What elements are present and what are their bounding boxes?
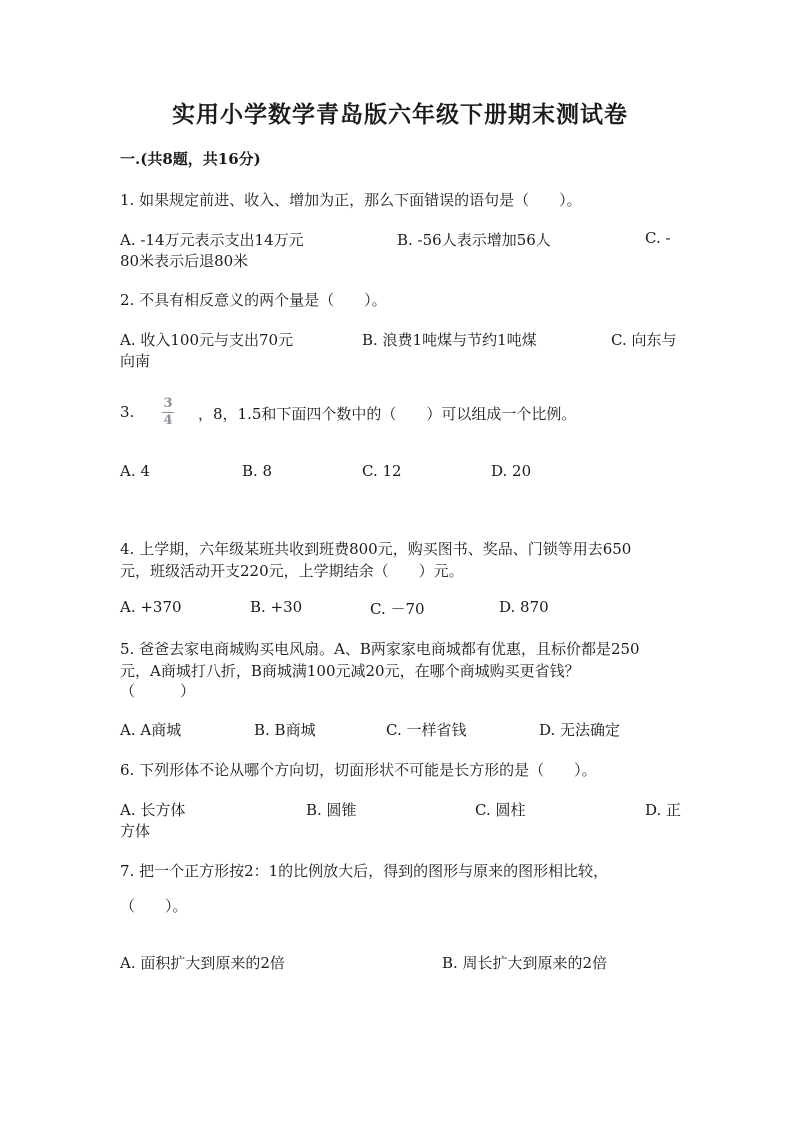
question-3-option-c: C. 12 bbox=[362, 462, 402, 480]
question-4-option-a: A. +370 bbox=[120, 598, 182, 616]
question-5-option-b: B. B商城 bbox=[254, 721, 316, 739]
question-4-option-b: B. +30 bbox=[250, 598, 303, 616]
question-1-option-c-continued: 80米表示后退80米 bbox=[120, 252, 249, 270]
question-4-stem-line-1: 4. 上学期，六年级某班共收到班费800元，购买图书、奖品、门锁等用去650 bbox=[120, 540, 632, 558]
question-1-option-c: C. - bbox=[645, 229, 671, 247]
question-6-option-c: C. 圆柱 bbox=[475, 801, 526, 819]
question-2-option-c-continued: 向南 bbox=[120, 352, 151, 370]
fraction-three-quarters bbox=[160, 397, 176, 428]
question-2-option-c: C. 向东与 bbox=[611, 331, 677, 349]
page-title: 实用小学数学青岛版六年级下册期末测试卷 bbox=[172, 101, 628, 128]
question-4-option-d: D. 870 bbox=[499, 598, 549, 616]
question-7-stem-line-2: （ ）。 bbox=[120, 897, 188, 915]
question-2-stem: 2. 不具有相反意义的两个量是（ ）。 bbox=[120, 291, 387, 309]
question-3-stem: ，8，1.5和下面四个数中的（ ）可以组成一个比例。 bbox=[198, 405, 577, 423]
question-2-option-b: B. 浪费1吨煤与节约1吨煤 bbox=[362, 331, 537, 349]
question-5-option-d: D. 无法确定 bbox=[539, 721, 621, 739]
question-4-stem-line-2: 元，班级活动开支220元，上学期结余（ ）元。 bbox=[120, 562, 464, 580]
question-2-option-a: A. 收入100元与支出70元 bbox=[120, 331, 294, 349]
question-1-option-a: A. -14万元表示支出14万元 bbox=[120, 231, 304, 249]
question-5-option-a: A. A商城 bbox=[120, 721, 182, 739]
question-6-option-a: A. 长方体 bbox=[120, 801, 186, 819]
question-6-stem: 6. 下列形体不论从哪个方向切，切面形状不可能是长方形的是（ ）。 bbox=[120, 761, 597, 779]
question-6-option-b: B. 圆锥 bbox=[306, 801, 357, 819]
fraction-numerator: 3 bbox=[163, 396, 173, 411]
question-6-option-d-continued: 方体 bbox=[120, 822, 151, 840]
question-3-number: 3. bbox=[120, 403, 135, 421]
question-7-option-b: B. 周长扩大到原来的2倍 bbox=[442, 954, 608, 972]
question-5-stem-line-1: 5. 爸爸去家电商城购买电风扇。A、B两家家电商城都有优惠，且标价都是250 bbox=[120, 640, 640, 658]
question-6-option-d: D. 正 bbox=[645, 801, 682, 819]
question-3-option-a: A. 4 bbox=[120, 462, 150, 480]
fraction-denominator: 4 bbox=[163, 413, 173, 428]
question-5-option-c: C. 一样省钱 bbox=[386, 721, 467, 739]
question-5-stem-line-2: 元，A商城打八折，B商城满100元减20元，在哪个商城购买更省钱？ bbox=[120, 662, 580, 680]
question-5-answer-blank: （ ） bbox=[120, 682, 196, 700]
question-3-option-d: D. 20 bbox=[491, 462, 532, 480]
question-1-stem: 1. 如果规定前进、收入、增加为正，那么下面错误的语句是（ ）。 bbox=[120, 191, 582, 209]
question-1-option-b: B. -56人表示增加56人 bbox=[397, 231, 551, 249]
section-heading: 一.(共8题，共16分) bbox=[120, 150, 261, 168]
question-3-option-b: B. 8 bbox=[242, 462, 273, 480]
question-7-option-a: A. 面积扩大到原来的2倍 bbox=[120, 954, 285, 972]
question-4-option-c: C. －70 bbox=[370, 600, 425, 618]
question-7-stem-line-1: 7. 把一个正方形按2：1的比例放大后，得到的图形与原来的图形相比较， bbox=[120, 862, 609, 880]
